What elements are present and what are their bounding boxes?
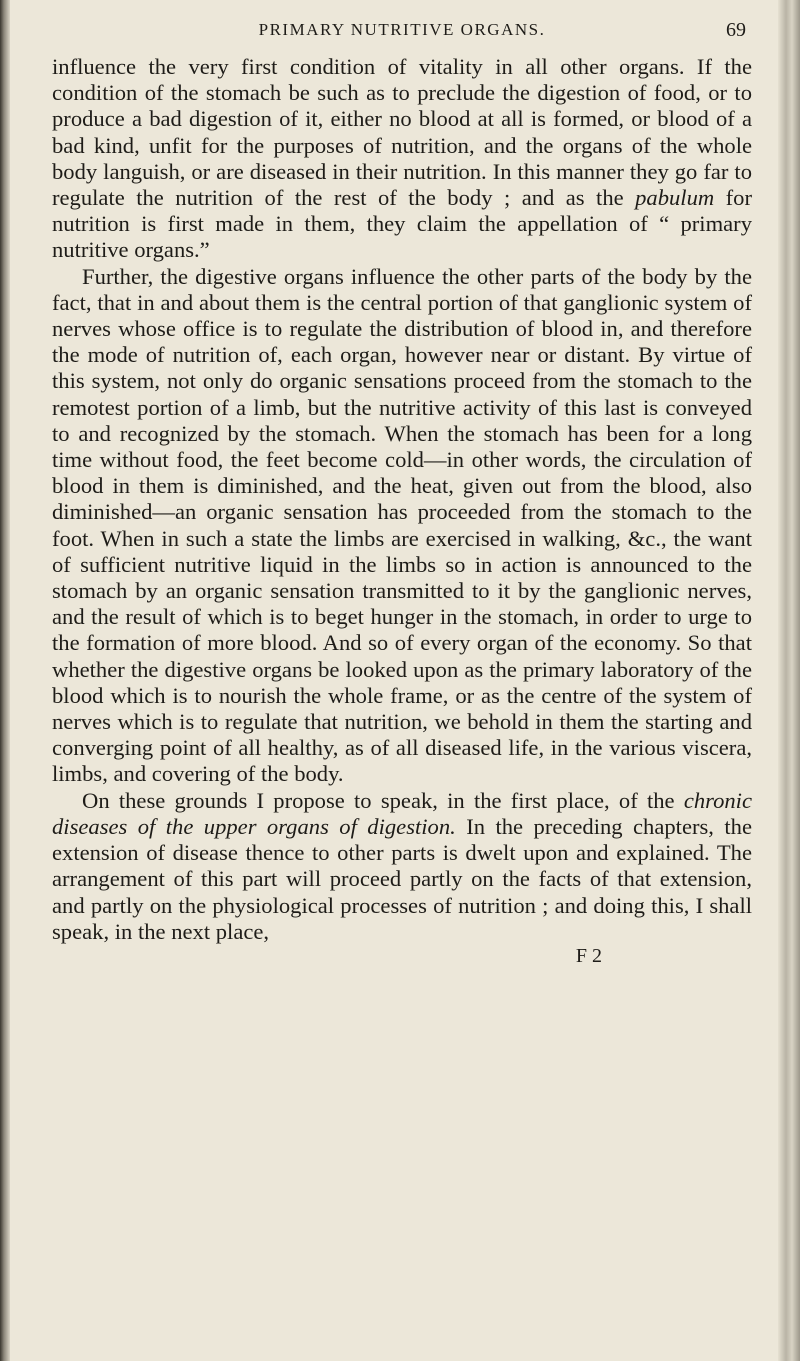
running-head (52, 8, 752, 52)
paragraph (52, 54, 752, 264)
book-page (52, 8, 752, 1348)
text-segment: for nutrition is first made in them, they claim the appellation of “ primary nutritive organs.” (52, 185, 752, 263)
italic-text: chronic diseases of the upper organs of digestion. (52, 787, 752, 839)
body-text (52, 54, 752, 945)
text-segment: Further, the digestive organs influence the other parts of the body by the fact, that in and about them is the central portion of that ganglionic system of nerves whose office is to regulate the distribution of blood in, and therefore the mode of nutrition of, each organ, however near or distant. By virtue of this system, not only do organic sensations proceed from the stomach to the remotest portion of a limb, but the nutritive activity of this last is conveyed to and recognized by the stomach. When the stomach has been for a long time without food, the feet become cold—in other words, the circulation of blood in them is diminished, and the heat, given out from the blood, also diminished—an organic sensation has proceeded from the stomach to the foot. When in such a state the limbs are exercised in walking, &c., the want of sufficient nutritive liquid in the limbs so in action is announced to the stomach by an organic sensation transmitted to it by the ganglionic nerves, and the result of which is to beget hunger in the stomach, in order to urge to the formation of more blood. And so of every organ of the economy. So that whether the digestive organs be looked upon as the primary laboratory of the blood which is to nourish the whole frame, or as the centre of the system of nerves which is to regulate that nutrition, we behold in them the starting and converging point of all healthy, as of all diseased life, in the various viscera, limbs, and covering of the body. (52, 263, 752, 787)
page-number: 69 (726, 19, 746, 41)
italic-text: pabulum (635, 185, 715, 211)
page-left-edge-shadow (0, 0, 10, 1361)
text-segment: On these grounds I propose to speak, in the first place, of the (82, 787, 684, 813)
signature-mark: F 2 (575, 944, 602, 967)
text-segment: influence the very first condition of vitality in all other organs. If the condition of the stomach be such as to preclude the digestion of food, or to produce a bad digestion of it, either no blood at all is formed, or blood of a bad kind, unfit for the purposes of nutrition, and the organs of the whole body languish, or are diseased in their nutrition. In this manner they go far to regulate the nutrition of the rest of the body ; and as the (52, 54, 752, 211)
paragraph (52, 788, 752, 945)
text-segment: In the preceding chapters, the extension of disease thence to other parts is dwelt upon and explained. The arrangement of this part will proceed partly on the facts of that extension, and partly on the physiological processes of nutrition ; and doing this, I shall speak, in the next place, (52, 813, 752, 944)
running-title: PRIMARY NUTRITIVE ORGANS. (258, 20, 546, 39)
paragraph (52, 264, 752, 788)
page-right-edge-shadow (778, 0, 800, 1361)
